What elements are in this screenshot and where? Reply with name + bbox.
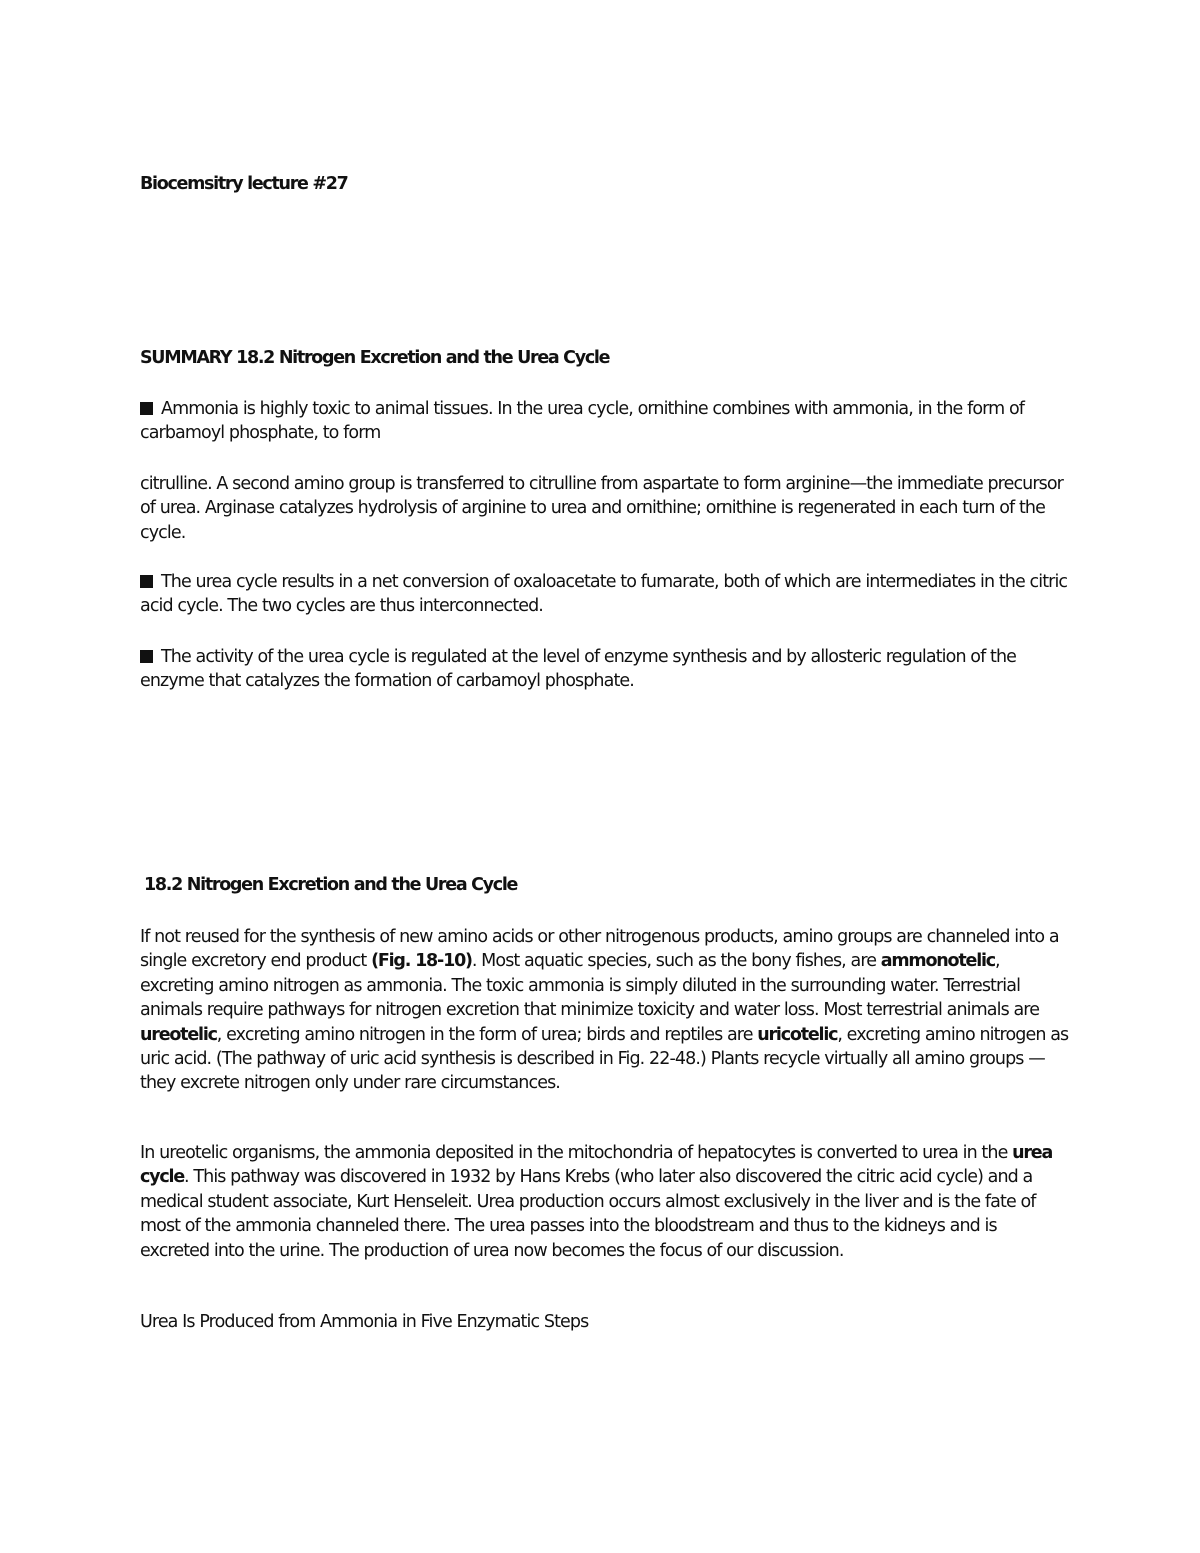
summary-bullet-1 bbox=[140, 397, 1070, 446]
paragraph-text: . Most aquatic species, such as the bony fishes, are bbox=[471, 951, 881, 972]
bullet-square-icon bbox=[140, 650, 153, 663]
summary-bullet-3-text: The activity of the urea cycle is regulated at the level of enzyme synthesis and by allosteric regulation of the enzyme that catalyzes the formation of carbamoyl phosphate. bbox=[140, 647, 1017, 692]
summary-bullet-1-continuation: citrulline. A second amino group is transferred to citrulline from aspartate to form arginine—the immediate precursor of urea. Arginase catalyzes hydrolysis of arginine to urea and ornithine; ornithine is regenerated in each turn of the cycle. bbox=[140, 474, 1063, 543]
lecture-title: Biocemsitry lecture #27 bbox=[140, 174, 348, 194]
section-paragraph-1 bbox=[140, 925, 1070, 1096]
paragraph-text: In ureotelic organisms, the ammonia deposited in the mitochondria of hepatocytes is converted to urea in the bbox=[140, 1143, 1013, 1163]
paragraph-text: . This pathway was discovered in 1932 by Hans Krebs (who later also discovered the citric acid cycle) and a medical student associate, Kurt Henseleit. Urea production occurs almost exclusively in the liver and is the fate of most of the ammonia channeled there. The urea passes into the bloodstream and thus to the kidneys and is excreted into the urine. The production of urea now becomes the focus of our discussion. bbox=[140, 1167, 1036, 1261]
key-term-urea-cycle: urea cycle bbox=[140, 1143, 1053, 1188]
key-term-ammonotelic: ammonotelic bbox=[880, 951, 995, 972]
section-subheading: Urea Is Produced from Ammonia in Five Enzymatic Steps bbox=[140, 1312, 589, 1332]
summary-heading: SUMMARY 18.2 Nitrogen Excretion and the Urea Cycle bbox=[140, 348, 610, 368]
paragraph-text: , excreting amino nitrogen in the form of urea; birds and reptiles are bbox=[216, 1024, 758, 1045]
bullet-square-icon bbox=[140, 402, 153, 415]
paragraph-text: , excreting amino nitrogen as uric acid. (The pathway of uric acid synthesis is described in Fig. 22-48.) Plants recycle virtually all amino groups —they excrete nitrogen only under rare circumstances. bbox=[140, 1024, 1069, 1094]
paragraph-text: , excreting amino nitrogen as ammonia. The toxic ammonia is simply diluted in the surrounding water. Terrestrial animals require pathways for nitrogen excretion that minimize toxicity and water loss. Most terrestrial animals are bbox=[140, 951, 1040, 1021]
summary-bullet-2 bbox=[140, 570, 1070, 619]
section-heading: 18.2 Nitrogen Excretion and the Urea Cycle bbox=[144, 875, 518, 895]
summary-bullet-3 bbox=[140, 645, 1070, 694]
bullet-square-icon bbox=[140, 575, 153, 588]
summary-bullet-1-text: Ammonia is highly toxic to animal tissues. In the urea cycle, ornithine combines with ammonia, in the form of carbamoyl phosphate, to form bbox=[140, 399, 1025, 444]
figure-reference: (Fig. 18-10) bbox=[371, 951, 472, 972]
key-term-ureotelic: ureotelic bbox=[140, 1024, 217, 1045]
paragraph-text: If not reused for the synthesis of new amino acids or other nitrogenous products, amino groups are channeled into a single excretory end product bbox=[140, 927, 1059, 972]
section-paragraph-2 bbox=[140, 1141, 1070, 1263]
summary-bullet-2-text: The urea cycle results in a net conversion of oxaloacetate to fumarate, both of which are intermediates in the citric acid cycle. The two cycles are thus interconnected. bbox=[140, 572, 1068, 617]
key-term-uricotelic: uricotelic bbox=[757, 1024, 838, 1045]
